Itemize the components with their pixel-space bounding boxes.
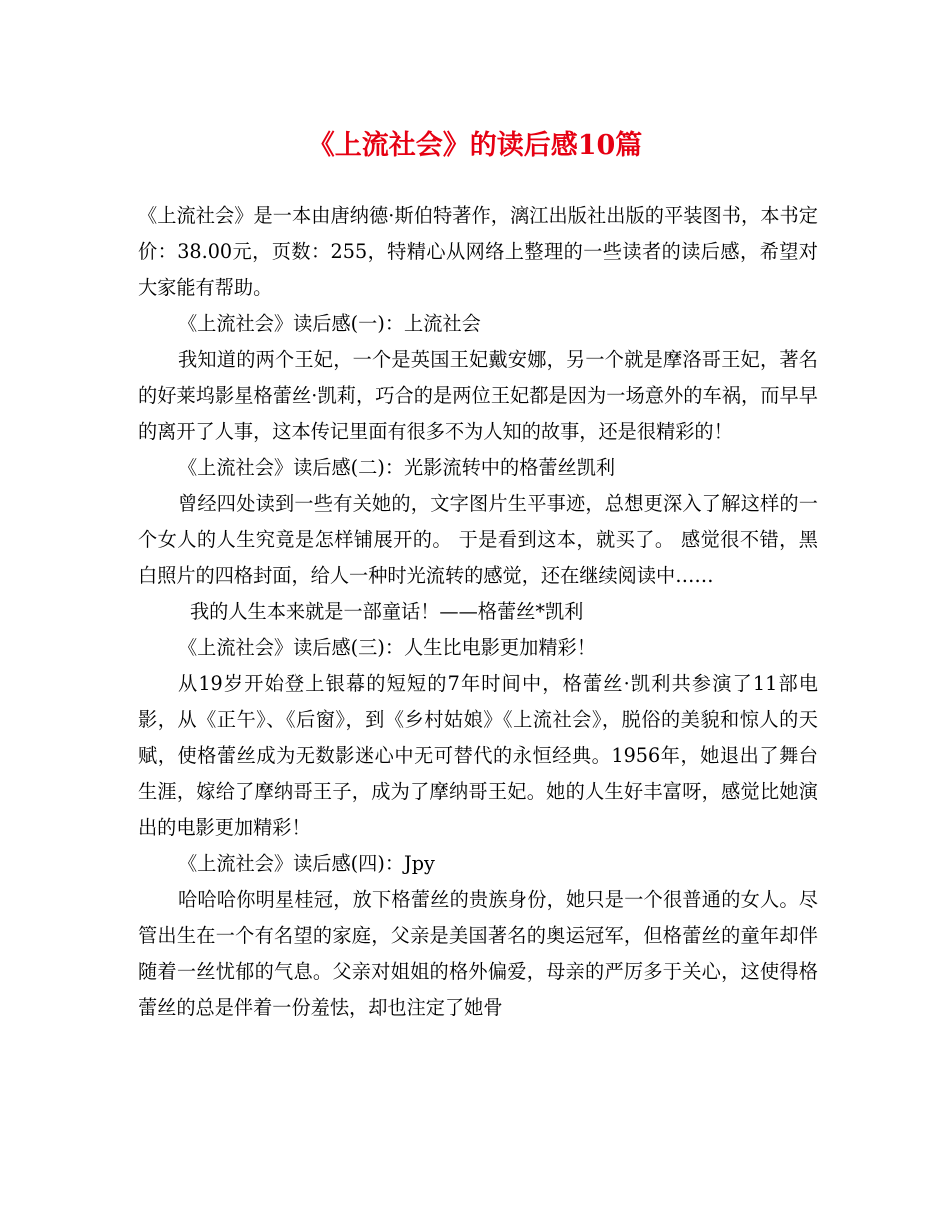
section-2-quote: 我的人生本来就是一部童话！——格蕾丝*凯利: [190, 600, 584, 623]
section-heading-4: 《上流社会》读后感(四)：Jpy: [178, 852, 435, 875]
section-1-paragraph-1: 我知道的两个王妃，一个是英国王妃戴安娜，另一个就是摩洛哥王妃，著名的好莱坞影星格蕾丝·凯莉，巧合的是两位王妃都是因为一场意外的车祸，而早早的离开了人事，这本传记里面有很多不为人知的故事，还是很精彩的！: [138, 348, 818, 443]
section-heading-2: 《上流社会》读后感(二)：光影流转中的格蕾丝凯利: [178, 456, 616, 479]
section-3-paragraph-1: 从19岁开始登上银幕的短短的7年时间中，格蕾丝·凯利共参演了11部电影，从《正午》、《后窗》，到《乡村姑娘》《上流社会》，脱俗的美貌和惊人的天赋，使格蕾丝成为无数影迷心中无可替代的永恒经典。1956年，她退出了舞台生涯，嫁给了摩纳哥王子，成为了摩纳哥王妃。她的人生好丰富呀，感觉比她演出的电影更加精彩！: [138, 672, 818, 839]
section-2-paragraph-1: 曾经四处读到一些有关她的，文字图片生平事迹，总想更深入了解这样的一个女人的人生究竟是怎样铺展开的。 于是看到这本，就买了。 感觉很不错，黑白照片的四格封面，给人一种时光流转的感觉，还在继续阅读中……: [138, 492, 818, 587]
section-heading-3: 《上流社会》读后感(三)：人生比电影更加精彩！: [178, 636, 596, 659]
page-title: 《上流社会》的读后感10篇: [307, 130, 643, 161]
section-heading-1: 《上流社会》读后感(一)：上流社会: [178, 312, 481, 335]
document-body: [138, 198, 818, 1026]
section-4-paragraph-1: 哈哈哈你明星桂冠，放下格蕾丝的贵族身份，她只是一个很普通的女人。尽管出生在一个有名望的家庭，父亲是美国著名的奥运冠军，但格蕾丝的童年却伴随着一丝忧郁的气息。父亲对姐姐的格外偏爱，母亲的严厉多于关心，这使得格蕾丝的总是伴着一份羞怯，却也注定了她骨: [138, 888, 818, 1019]
intro-paragraph: 《上流社会》是一本由唐纳德·斯伯特著作，漓江出版社出版的平装图书，本书定价：38.00元，页数：255，特精心从网络上整理的一些读者的读后感，希望对大家能有帮助。: [138, 204, 818, 299]
